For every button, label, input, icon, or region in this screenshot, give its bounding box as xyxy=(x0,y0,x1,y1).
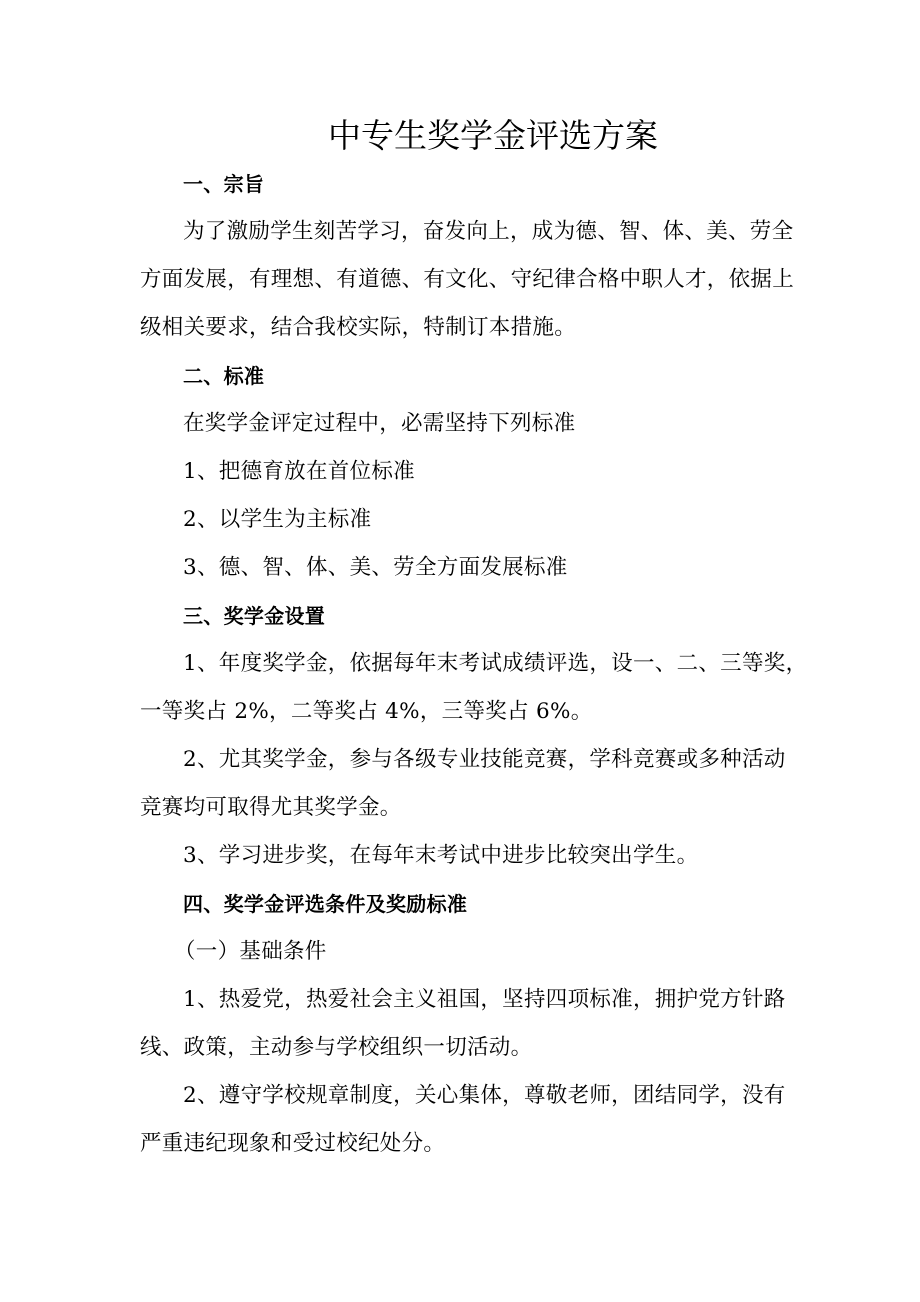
list-item-condition-2 xyxy=(140,1072,790,1168)
paragraph-purpose xyxy=(140,208,795,352)
subsection-heading-basic-conditions: （一）基础条件 xyxy=(174,939,327,964)
section-heading-purpose: 一、宗旨 xyxy=(183,172,265,196)
paragraph-line: 方面发展，有理想、有道德、有文化、守纪律合格中职人才，依据上 xyxy=(140,267,795,292)
list-item-standard-2: 2、以学生为主标准 xyxy=(183,507,372,532)
section-heading-criteria: 四、奖学金评选条件及奖励标准 xyxy=(183,892,468,916)
paragraph-line: 一等奖占 2%，二等奖占 4%，三等奖占 6%。 xyxy=(140,699,593,724)
section-heading-standards: 二、标准 xyxy=(183,364,265,388)
paragraph-line: 1、年度奖学金，依据每年末考试成绩评选，设一、二、三等奖， xyxy=(183,651,808,676)
paragraph-standards-intro: 在奖学金评定过程中，必需坚持下列标准 xyxy=(183,411,576,436)
paragraph-line: 级相关要求，结合我校实际，特制订本措施。 xyxy=(140,315,577,340)
list-item-annual-scholarship xyxy=(140,640,808,736)
list-item-special-scholarship xyxy=(140,736,790,832)
document-title: 中专生奖学金评选方案 xyxy=(328,116,658,155)
list-item-standard-1: 1、把德育放在首位标准 xyxy=(183,459,415,484)
paragraph-line: 为了激励学生刻苦学习，奋发向上，成为德、智、体、美、劳全 xyxy=(183,219,794,244)
paragraph-line: 严重违纪现象和受过校纪处分。 xyxy=(140,1131,446,1156)
paragraph-line: 线、政策，主动参与学校组织一切活动。 xyxy=(140,1035,533,1060)
section-heading-settings: 三、奖学金设置 xyxy=(183,604,326,628)
paragraph-line: 1、热爱党，热爱社会主义祖国，坚持四项标准，拥护党方针路 xyxy=(183,987,786,1012)
paragraph-line: 竞赛均可取得尤其奖学金。 xyxy=(140,795,402,820)
paragraph-line: 2、尤其奖学金，参与各级专业技能竞赛，学科竞赛或多种活动 xyxy=(183,747,786,772)
list-item-condition-1 xyxy=(140,976,790,1072)
list-item-progress-award: 3、学习进步奖，在每年末考试中进步比较突出学生。 xyxy=(183,843,699,868)
list-item-standard-3: 3、德、智、体、美、劳全方面发展标准 xyxy=(183,555,568,580)
paragraph-line: 2、遵守学校规章制度，关心集体，尊敬老师，团结同学，没有 xyxy=(183,1083,786,1108)
